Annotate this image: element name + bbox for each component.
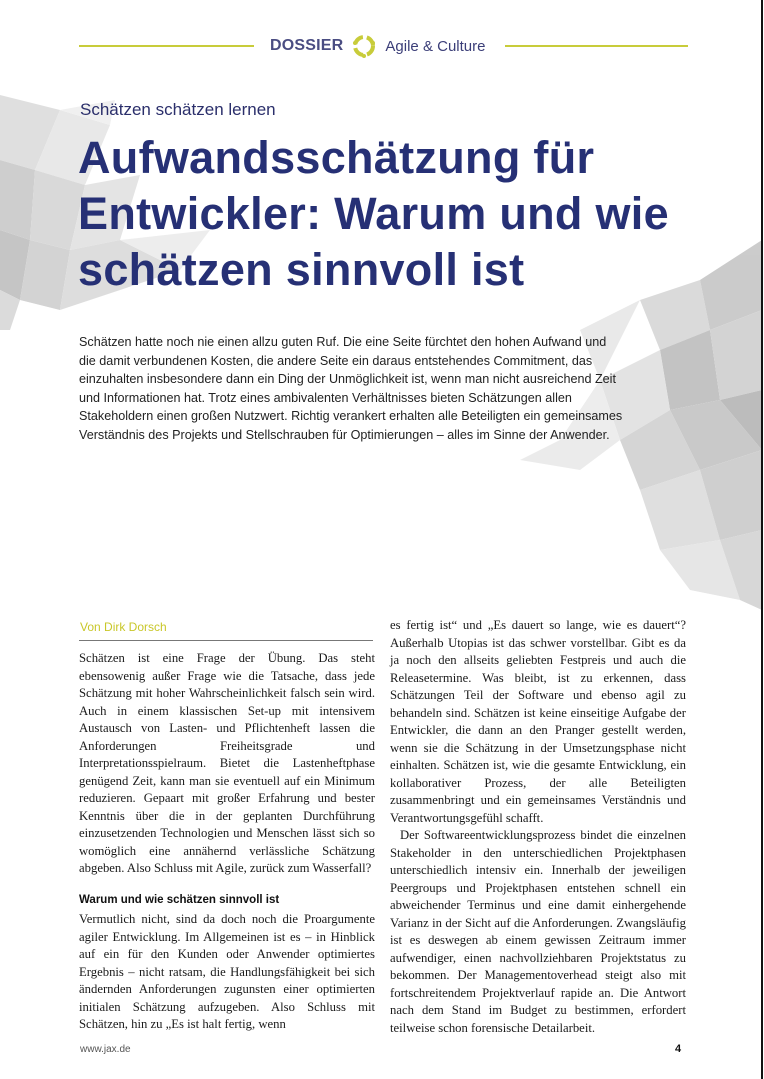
rubric-label: Agile & Culture [385,37,486,55]
body-column-right [390,617,686,1037]
body-paragraph: es fertig ist“ und „Es dauert so lange, wie es dauert“? Außerhalb Utopias ist das schwer vorstellbar. Gibt es da ja noch den allseits geliebten Festpreis und auch die Releasetermine. Was bleibt, ist zu erkennen, dass Schätzungen Teil der Software und ebenso agil zu behandeln sind. Schätzen ist keine einseitige Aufgabe der Entwickler, die dann an den Pranger gestellt werden, wenn sie die Schätzung in der Umsetzungsphase nicht einhalten. Schätzen ist, wie die gesamte Entwicklung, ein kollaborativer Prozess, der alle Beteiligten zusammenbringt und ein gemeinsames Verständnis und Verantwortungsgefühl schafft. [390,618,686,825]
dossier-ring-icon [351,33,377,59]
article-teaser: Schätzen hatte noch nie einen allzu guten Ruf. Die eine Seite fürchtet den hohen Aufwand und die damit verbundenen Kosten, die andere Seite ein daraus entstehendes Commitment, das einzuhalten insbesondere dann ein Ding der Unmöglichkeit ist, wenn man nicht ausreichend Zeit und Informationen hat. Trotz eines ambivalenten Verhältnisses bieten Schätzungen allen Stakeholdern einen großen Nutzwert. Richtig verankert erhalten alle Beteiligten ein gemeinsames Verständnis des Projekts und Stellschrauben für Optimierungen – alles im Sinne der Anwender. [79,335,623,442]
article-headline: Aufwandsschätzung für Entwickler: Warum und wie schätzen sinnvoll ist [78,132,669,295]
author-byline: Von Dirk Dorsch [80,620,167,634]
section-header [270,34,485,58]
page-number: 4 [675,1043,682,1055]
section-subheading: Warum und wie schätzen sinnvoll ist [79,893,280,906]
body-paragraph: Vermutlich nicht, sind da doch noch die Proargumente agiler Entwicklung. Im Allgemeinen ist es – in Hinblick auf ein für den Kunden oder Anwender optimiertes Ergebnis – nicht ratsam, die Handlungsfähigkeit bei sich ändernden Anforderungen zugunsten einer optimierten initialen Schätzung aufzugeben. Also Schluss mit Schätzen, hin zu „Es ist halt fertig, wenn [79,912,375,1031]
body-paragraph: Schätzen ist eine Frage der Übung. Das steht ebensowenig außer Frage wie die Tatsache, dass jede Schätzung mit hoher Wahrscheinlichkeit falsch sein wird. Auch in einem klassischen Set-up mit intensivem Austausch von Lasten- und Pflichtenheft lassen die Anforderungen Freiheitsgrade und Interpretationsspielraum. Bietet die Lastenheftphase genügend Zeit, kann man sie eventuell auf ein Minimum reduzieren. Gepaart mit großer Erfahrung und bester Kenntnis über die in der geplanten Durchführung einzusetzenden Technologien und Menschen lässt sich so womöglich eine annähernd verlässliche Schätzung abgeben. Also Schluss mit Agile, zurück zum Wasserfall? [79,651,375,875]
section-label: DOSSIER [270,37,344,54]
body-column-left [79,650,375,1034]
footer-url: www.jax.de [80,1044,131,1055]
byline-divider [79,640,373,641]
article-kicker: Schätzen schätzen lernen [80,100,276,119]
body-paragraph: Der Softwareentwicklungsprozess bindet die einzelnen Stakeholder in den unterschiedlichen Projektphasen unterschiedlich intensiv ein. Innerhalb der jeweiligen Peergroups und Projektphasen entstehen schnell ein abweichender Terminus und eine damit einhergehende Varianz in der Sicht auf die Anforderungen. Zwangsläufig ist es deswegen ab einem gewissen Zeitraum immer aufwendiger, einen nachvollziehbaren Projektstatus zu bekommen. Der Managementoverhead steigt also mit fortschreitendem Projektverlauf rapide an. Die Antwort nach dem Stand im Budget zu bestimmen, erfordert teilweise schon forensische Detailarbeit. [390,828,686,1035]
header-rule-right [505,45,688,47]
header-rule-left [79,45,254,47]
